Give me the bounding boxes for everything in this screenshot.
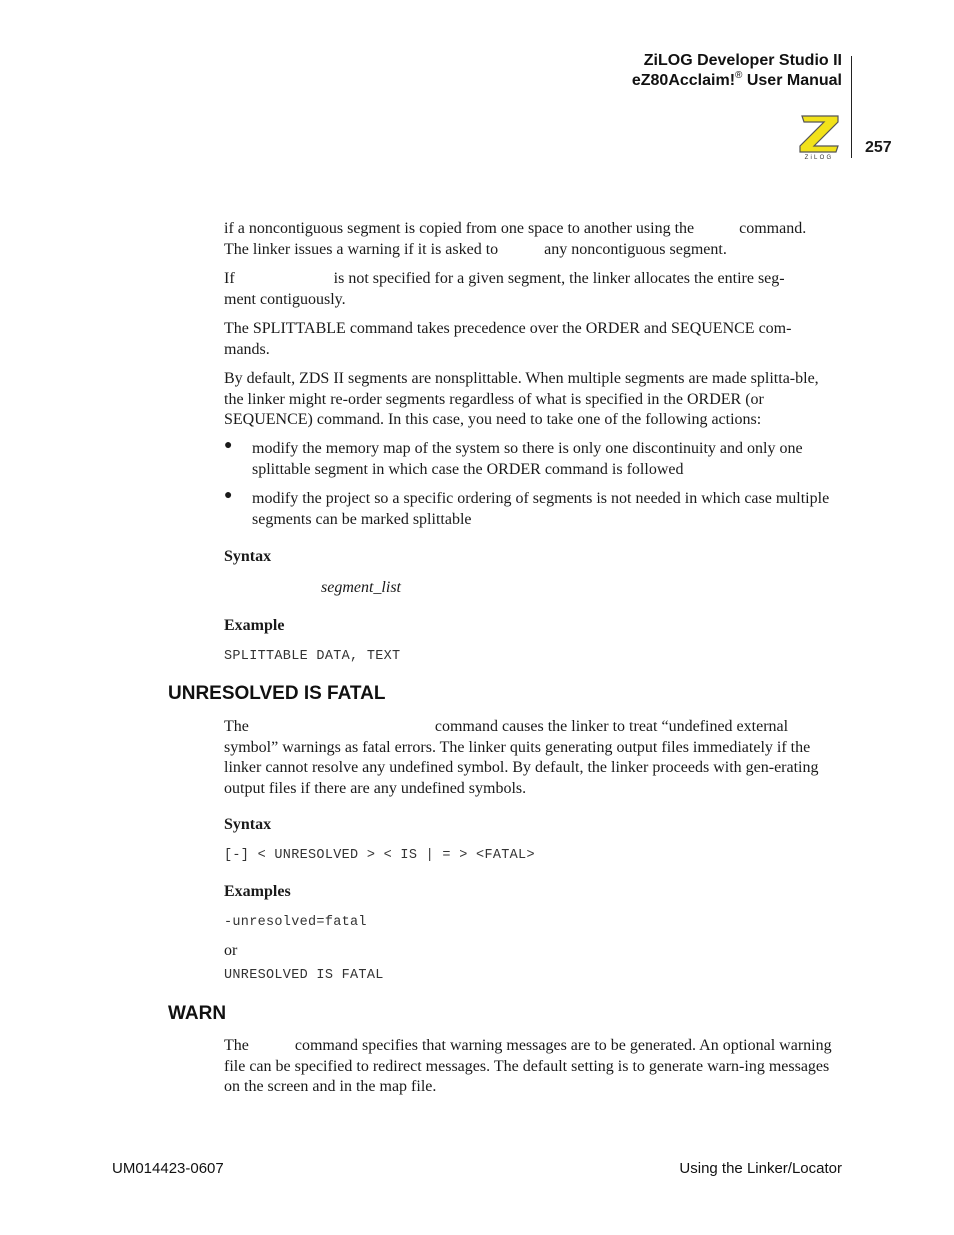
code-example: SPLITTABLE DATA, TEXT bbox=[224, 649, 401, 664]
syntax-label: Syntax bbox=[224, 548, 272, 565]
document-number: UM014423-0607 bbox=[112, 1160, 224, 1177]
bullet-icon: ● bbox=[224, 438, 233, 453]
page-number: 257 bbox=[865, 139, 892, 156]
syntax-label: Syntax bbox=[224, 816, 272, 833]
header-divider bbox=[851, 56, 852, 158]
manual-title: ZiLOG Developer Studio II bbox=[643, 52, 842, 69]
list-item: modify the project so a specific ordering of segments is not needed in which case multiple segments can be marked splittable bbox=[252, 490, 830, 528]
intro-paragraph-1: if a noncontiguous segment is copied from one space to another using the command. The linker issues a warning if it is asked to any noncontiguous segment. bbox=[224, 220, 807, 258]
intro-paragraph-2: If is not specified for a given segment, the linker allocates the entire seg- ment contiguously. bbox=[224, 270, 785, 308]
warn-paragraph: The command specifies that warning messages are to be generated. An optional warning file can be specified to redirect messages. The default setting is to generate warn-ing messages on the screen and in the map file. bbox=[224, 1037, 832, 1095]
section-heading-unresolved: UNRESOLVED IS FATAL bbox=[168, 683, 386, 704]
code-example: UNRESOLVED IS FATAL bbox=[224, 968, 384, 983]
intro-paragraph-3: The SPLITTABLE command takes precedence over the ORDER and SEQUENCE com-mands. bbox=[224, 320, 792, 358]
zilog-logo bbox=[796, 114, 842, 160]
syntax-argument: segment_list bbox=[321, 579, 401, 596]
unresolved-paragraph: The command causes the linker to treat “undefined external symbol” warnings as fatal errors. The linker quits generating output files immediately if the linker cannot resolve any undefined symbol. By default, the linker proceeds with gen-erating output files if there are any undefined symbols. bbox=[224, 718, 819, 797]
examples-label: Examples bbox=[224, 883, 291, 900]
chapter-title: Using the Linker/Locator bbox=[679, 1160, 842, 1177]
bullet-icon: ● bbox=[224, 488, 233, 503]
logo-text: ZiLOG bbox=[804, 155, 834, 160]
manual-subtitle: eZ80Acclaim!® User Manual bbox=[631, 70, 842, 89]
section-heading-warn: WARN bbox=[168, 1003, 227, 1024]
example-label: Example bbox=[224, 617, 285, 634]
or-text: or bbox=[224, 942, 238, 959]
syntax-code: [-] < UNRESOLVED > < IS | = > <FATAL> bbox=[224, 848, 535, 863]
intro-paragraph-4: By default, ZDS II segments are nonsplittable. When multiple segments are made splitta-ble, the linker might re-order segments regardless of what is specified in the ORDER (or SEQUENCE) command. In this case, you need to take one of the following actions: bbox=[224, 370, 819, 428]
list-item: modify the memory map of the system so there is only one discontinuity and only one splittable segment in which case the ORDER command is followed bbox=[252, 440, 803, 478]
code-example: -unresolved=fatal bbox=[224, 915, 367, 930]
